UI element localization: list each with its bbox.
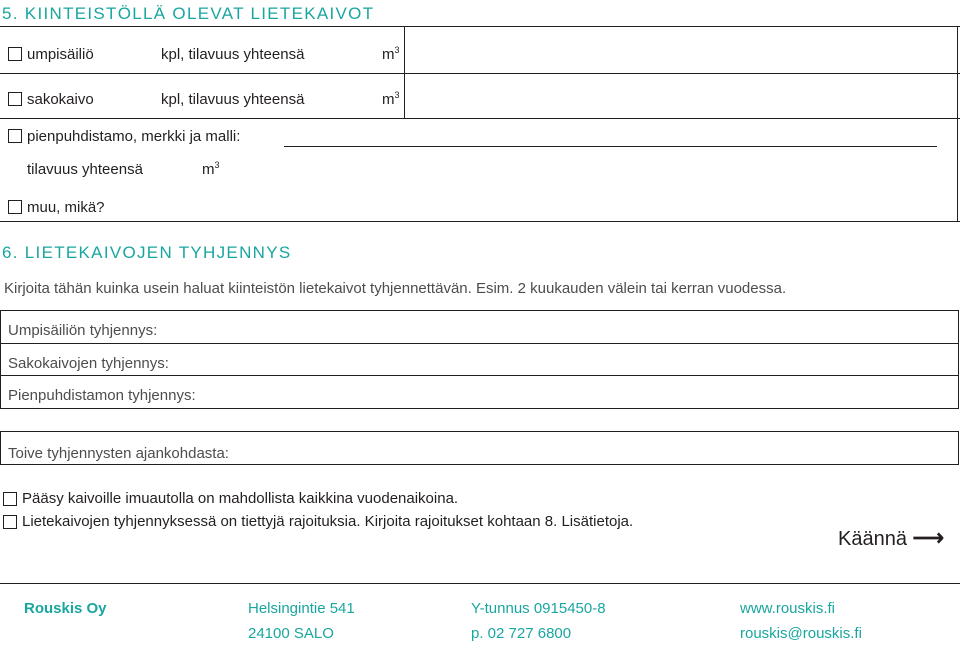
frame-right — [957, 26, 958, 222]
sakokaivo-label: sakokaivo — [27, 91, 94, 108]
umpisailio-count-label: kpl, tilavuus yhteensä — [161, 46, 305, 63]
tilavuus-label: tilavuus yhteensä — [27, 161, 143, 178]
email-link[interactable]: rouskis@rouskis.fi — [740, 625, 862, 642]
sakokaivo-checkbox[interactable] — [8, 92, 22, 106]
umpisailio-checkbox[interactable] — [8, 47, 22, 61]
column-divider — [404, 26, 405, 118]
divider — [0, 375, 959, 376]
pienpuhdistamo-model-line[interactable] — [284, 146, 937, 147]
company-name: Rouskis Oy — [24, 600, 107, 617]
arrow-right-icon: ⟶ — [912, 525, 945, 550]
website-link[interactable]: www.rouskis.fi — [740, 600, 836, 617]
muu-label: muu, mikä? — [27, 199, 105, 216]
preferred-timing-field[interactable]: Toive tyhjennysten ajankohdasta: — [8, 445, 229, 462]
divider — [0, 26, 960, 27]
sakokaivo-count-label: kpl, tilavuus yhteensä — [161, 91, 305, 108]
postal-address: 24100 SALO — [248, 625, 334, 642]
umpisailio-unit: $m^3$ — [382, 45, 400, 63]
pienpuhdistamo-emptying-field[interactable]: Pienpuhdistamon tyhjennys: — [8, 387, 196, 404]
business-id: Y-tunnus 0915450-8 — [471, 600, 606, 617]
divider — [0, 118, 960, 119]
turn-page-label: Käännä — [838, 528, 907, 550]
divider — [0, 343, 959, 344]
sakokaivo-emptying-field[interactable]: Sakokaivojen tyhjennys: — [8, 355, 169, 372]
sakokaivo-unit: $m^3$ — [382, 90, 400, 108]
restrictions-checkbox[interactable] — [3, 515, 17, 529]
tilavuus-unit: $m^3$ — [202, 160, 220, 178]
turn-page-link[interactable] — [838, 525, 944, 551]
divider — [0, 221, 960, 222]
pienpuhdistamo-label: pienpuhdistamo, merkki ja malli: — [27, 128, 241, 145]
section-5-title: 5. KIINTEISTÖLLÄ OLEVAT LIETEKAIVOT — [2, 4, 375, 23]
muu-checkbox[interactable] — [8, 200, 22, 214]
restrictions-label: Lietekaivojen tyhjennyksessä on tiettyjä rajoituksia. Kirjoita rajoitukset kohtaan 8. Lisätietoja. — [22, 513, 634, 530]
umpisailio-label: umpisäiliö — [27, 46, 94, 63]
phone-number: p. 02 727 6800 — [471, 625, 572, 642]
pienpuhdistamo-checkbox[interactable] — [8, 129, 22, 143]
divider — [0, 73, 960, 74]
emptying-instruction: Kirjoita tähän kuinka usein haluat kiinteistön lietekaivot tyhjennettävän. Esim. 2 kuukauden välein tai kerran vuodessa. — [4, 280, 787, 297]
access-checkbox[interactable] — [3, 492, 17, 506]
street-address: Helsingintie 541 — [248, 600, 355, 617]
section-6-title: 6. LIETEKAIVOJEN TYHJENNYS — [2, 243, 292, 262]
footer-divider — [0, 583, 960, 584]
access-label: Pääsy kaivoille imuautolla on mahdollista kaikkina vuodenaikoina. — [22, 490, 459, 507]
umpisailio-emptying-field[interactable]: Umpisäiliön tyhjennys: — [8, 322, 158, 339]
